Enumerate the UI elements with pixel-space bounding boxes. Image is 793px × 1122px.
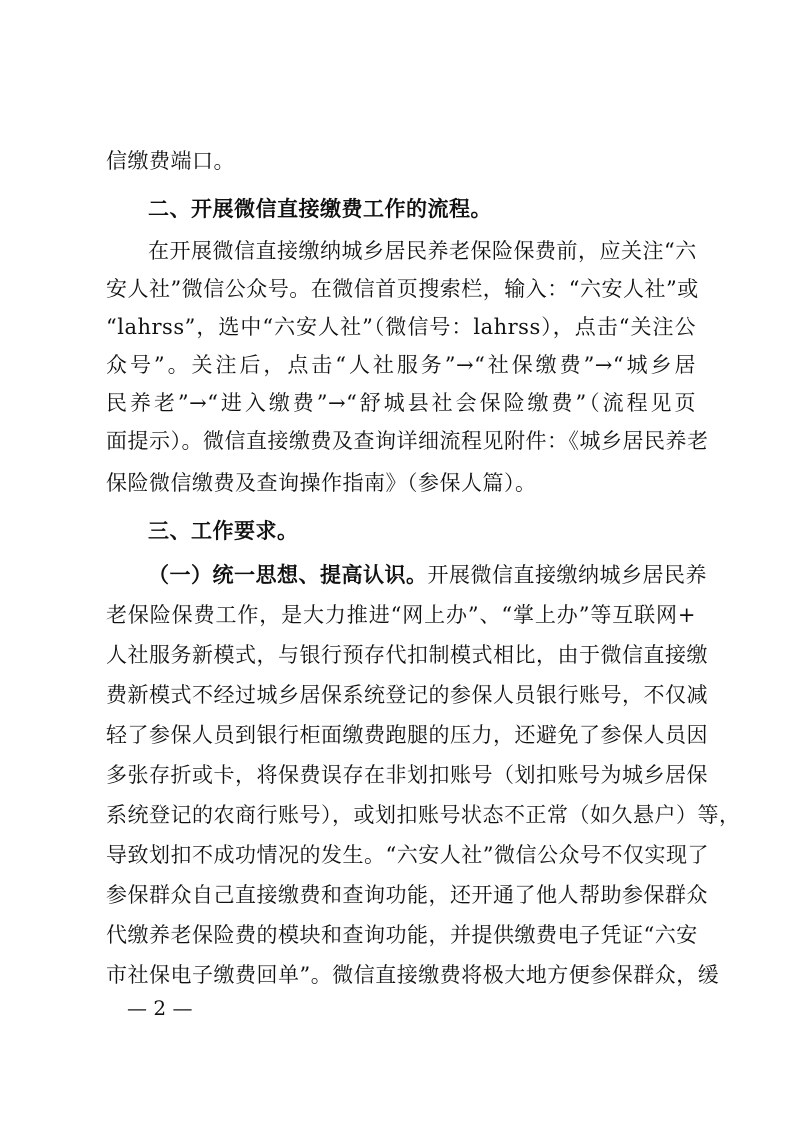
paragraph-line: 轻了参保人员到银行柜面缴费跑腿的压力，还避免了参保人员因 (106, 723, 708, 747)
paragraph-line: 费新模式不经过城乡居保系统登记的参保人员银行账号，不仅减 (106, 683, 708, 707)
paragraph-line: “lahrss”，选中“六安人社”（微信号：lahrss），点击“关注公 (106, 315, 696, 339)
paragraph-line: 导致划扣不成功情况的发生。“六安人社”微信公众号不仅实现了 (106, 843, 709, 867)
paragraph-line: 代缴养老保险费的模块和查询功能，并提供缴费电子凭证“六安 (106, 923, 698, 947)
paragraph-line: 人社服务新模式，与银行预存代扣制模式相比，由于微信直接缴 (106, 643, 708, 667)
paragraph-line: 保险微信缴费及查询操作指南》（参保人篇）。 (106, 471, 537, 495)
paragraph-text: 开展微信直接缴纳城乡居民养 (427, 563, 707, 587)
section-heading-3: 三、工作要求。 (148, 519, 299, 543)
paragraph-line: 信缴费端口。 (106, 149, 235, 173)
section-heading-2: 二、开展微信直接缴费工作的流程。 (148, 197, 492, 221)
paragraph-line: 众号”。关注后，点击“人社服务”→“社保缴费”→“城乡居 (106, 353, 696, 377)
paragraph-line: 民养老”→“进入缴费”→“舒城县社会保险缴费”（流程见页 (106, 391, 696, 415)
paragraph-line: 参保群众自己直接缴费和查询功能，还开通了他人帮助参保群众 (106, 883, 708, 907)
paragraph-line: 老保险保费工作，是大力推进“网上办”、“掌上办”等互联网+ (106, 603, 696, 627)
paragraph-line: 多张存折或卡，将保费误存在非划扣账号（划扣账号为城乡居保 (106, 763, 708, 787)
subheading-1: （一）统一思想、提高认识。 (148, 563, 428, 587)
paragraph-line-with-subheading (148, 556, 707, 594)
page-number: — 2 — (127, 996, 193, 1020)
paragraph-line: 安人社”微信公众号。在微信首页搜索栏，输入：“六安人社”或 (106, 277, 699, 301)
paragraph-line: 面提示）。微信直接缴费及查询详细流程见附件：《城乡居民养老 (106, 429, 709, 453)
paragraph-line: 系统登记的农商行账号），或划扣账号状态不正常（如久悬户）等， (106, 803, 741, 827)
paragraph-line: 市社保电子缴费回单”。微信直接缴费将极大地方便参保群众，缓 (106, 963, 720, 987)
paragraph-line: 在开展微信直接缴纳城乡居民养老保险保费前，应关注“六 (148, 239, 697, 263)
